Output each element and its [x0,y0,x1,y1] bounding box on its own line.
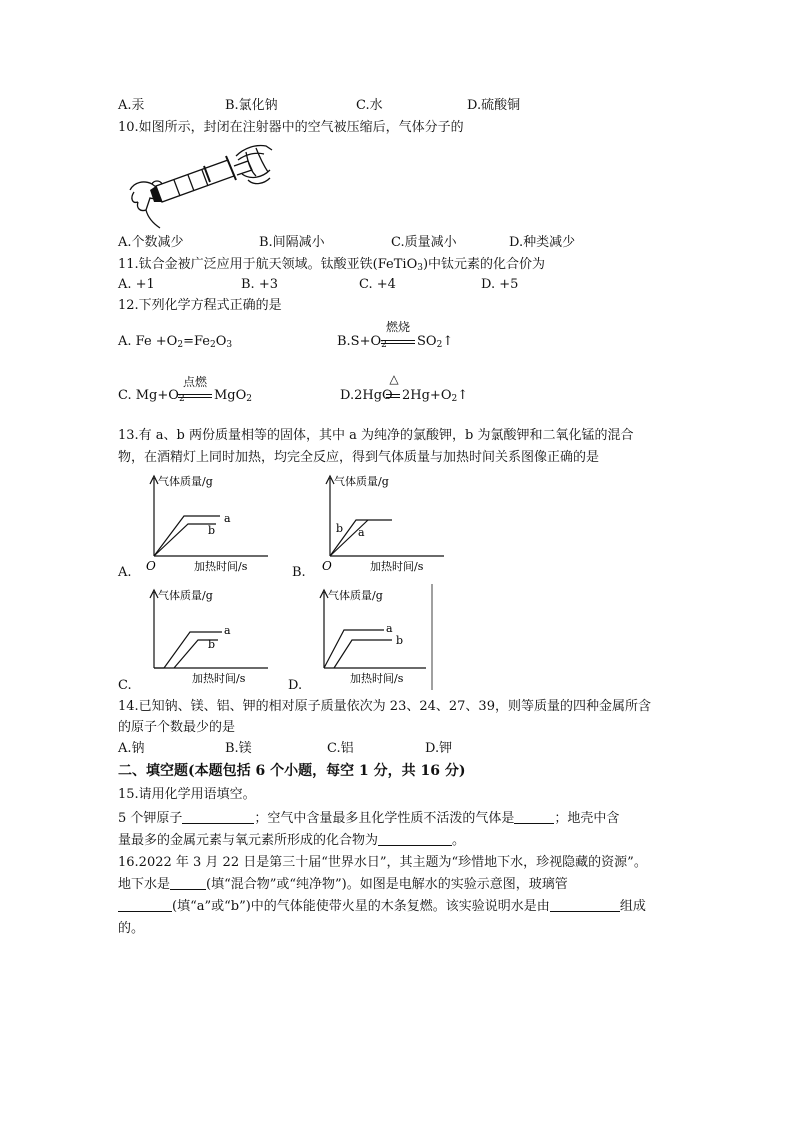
svg-text:a: a [224,512,231,525]
svg-text:加热时间/s: 加热时间/s [350,672,404,685]
q13-option-d-label: D. [288,678,303,693]
svg-text:a: a [224,624,231,637]
q16-blank-3[interactable] [550,898,620,912]
q13-stem-line1: 13.有 a、b 两份质量相等的固体，其中 a 为纯净的氯酸钾，b 为氯酸钾和二氧化锰的混合 [118,428,634,443]
q12-option-d: D.2HgO [340,388,393,403]
q12-d-equals-sign [386,394,400,398]
q12-b-equals-sign [381,340,415,344]
q11-option-b: B. +3 [241,277,278,292]
q11-stem: 11.钛合金被广泛应用于航天领域。钛酸亚铁(FeTiO$_3$)中钛元素的化合价为 [118,257,546,273]
q10-option-a: A.个数减少 [118,235,184,250]
q12-c-product: MgO$_2$ [214,388,253,404]
q11-option-c: C. +4 [359,277,396,292]
svg-text:气体质量/g: 气体质量/g [334,475,389,488]
q9-option-b: B.氯化钠 [225,98,278,113]
svg-text:O: O [322,559,332,573]
q16-line2: 地下水是 (填“混合物”或“纯净物”)。如图是电解水的实验示意图，玻璃管 [118,877,568,892]
q9-option-c: C.水 [356,98,383,113]
q12-b-condition: 燃烧 [385,320,410,334]
q15-line2: 量最多的金属元素与氧元素所形成的化合物为 。 [118,833,466,848]
svg-text:a: a [386,622,393,635]
q12-c-condition: 点燃 [182,375,207,389]
q14-option-d: D.钾 [425,741,453,756]
svg-text:气体质量/g: 气体质量/g [158,475,213,488]
q12-c-equals-sign [178,394,212,398]
q11-option-a: A. +1 [118,277,155,292]
q12-b-product: $SO_2↑$ [417,334,454,350]
q14-stem-line2: 的原子个数最少的是 [118,720,236,735]
q15-stem: 15.请用化学用语填空。 [118,787,256,802]
q16-line4: 的。 [118,921,145,936]
q12-option-a: A. $Fe +O_2=Fe_2O_3$ [118,334,233,350]
q16-line3: (填“a”或“b”)中的气体能使带火星的木条复燃。该实验说明水是由 组成 [118,898,646,916]
svg-text:加热时间/s: 加热时间/s [192,672,246,685]
q13-option-b-label: B. [292,565,306,580]
q16-blank-1[interactable] [170,876,206,890]
q14-option-b: B.镁 [225,741,252,756]
svg-text:加热时间/s: 加热时间/s [194,560,248,573]
q13-option-c-label: C. [118,678,132,693]
q13-graph-a [140,470,280,580]
svg-text:加热时间/s: 加热时间/s [370,560,424,573]
q12-option-b: $B.S+O_2$ [337,334,387,350]
svg-text:b: b [396,634,404,647]
svg-text:气体质量/g: 气体质量/g [328,589,383,602]
q11-option-d: D. +5 [481,277,519,292]
q12-d-condition: △ [389,372,399,386]
syringe-figure [126,140,274,230]
q12-option-c: C. $Mg+O_2$ [118,388,185,404]
q15-blank-3[interactable] [378,832,452,846]
q13-graph-b [316,470,456,580]
q12-d-product: $2Hg+O_2↑$ [402,388,469,404]
svg-text:b: b [336,522,344,535]
q13-graph-c [140,584,280,694]
svg-text:b: b [208,524,216,537]
q10-option-c: C.质量减小 [391,235,457,250]
q10-stem: 10.如图所示，封闭在注射器中的空气被压缩后，气体分子的 [118,120,464,135]
svg-text:O: O [146,559,156,573]
q14-option-a: A.钠 [118,741,145,756]
svg-text:气体质量/g: 气体质量/g [158,589,213,602]
q13-option-a-label: A. [118,565,132,580]
q15-line1: 5 个钾原子 ；空气中含量最多且化学性质不活泼的气体是 ；地壳中含 [118,811,620,826]
q14-stem-line1: 14.已知钠、镁、铝、钾的相对原子质量依次为 23、24、27、39，则等质量的四种金属所含 [118,699,651,714]
q10-option-b: B.间隔减小 [259,235,325,250]
q13-graph-d [310,584,440,694]
q12-stem: 12.下列化学方程式正确的是 [118,298,282,313]
q16-line1: 16.2022 年 3 月 22 日是第三十届“世界水日”，其主题为“珍惜地下水，珍视隐藏的资源”。 [118,855,647,870]
q15-blank-1[interactable] [182,810,254,824]
q15-blank-2[interactable] [514,810,554,824]
q10-option-d: D.种类减少 [509,235,576,250]
q9-option-d: D.硫酸铜 [467,98,521,113]
svg-text:a: a [358,526,365,539]
q9-option-a: A.汞 [118,98,145,113]
svg-text:b: b [208,638,216,651]
q14-option-c: C.铝 [327,741,354,756]
section-title-fill-blank: 二、填空题(本题包括 6 个小题，每空 1 分，共 16 分) [118,763,466,779]
q13-stem-line2: 物，在酒精灯上同时加热，均完全反应，得到气体质量与加热时间关系图像正确的是 [118,450,600,465]
q16-blank-2[interactable] [118,898,172,912]
